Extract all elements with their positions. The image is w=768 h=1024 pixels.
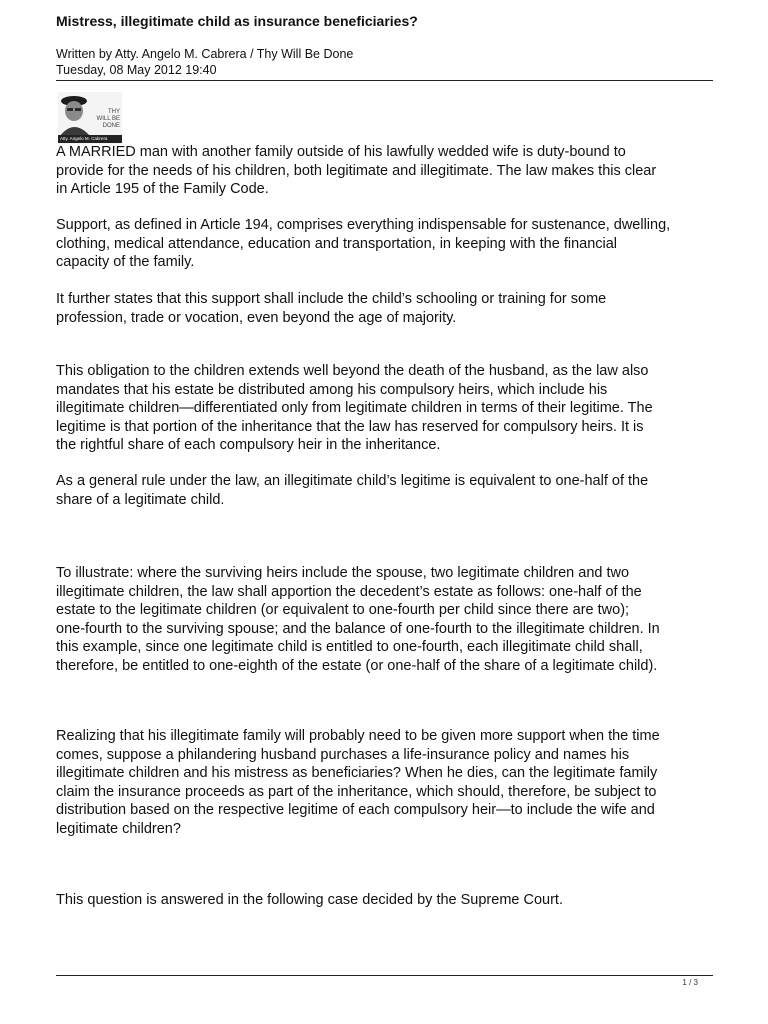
paragraph-2: Support, as defined in Article 194, comprises everything indispensable for sustenance, dwelling, clothing, medical attendance, education and transportation, in keeping with the financial capacity of the family. [56, 217, 671, 270]
logo-line-thy: THY [108, 109, 120, 115]
article-title: Mistress, illegitimate child as insurance beneficiaries? [56, 13, 418, 29]
paragraph-4: This obligation to the children extends well beyond the death of the husband, as the law also mandates that his estate be distributed among his compulsory heirs, which include his illegitimate children—differentiated only from legitimate children in terms of their legitime. The legitime is that portion of the inheritance that the law has reserved for compulsory heirs. It is the rightful share of each compulsory heir in the inheritance. [56, 363, 653, 453]
publish-date: Tuesday, 08 May 2012 19:40 [56, 63, 217, 77]
page-number: 1 / 3 [682, 978, 698, 987]
paragraph-5: As a general rule under the law, an illegitimate child’s legitime is equivalent to one-half of the share of a legitimate child. [56, 473, 649, 508]
footer-divider [56, 975, 713, 976]
author-line: Written by Atty. Angelo M. Cabrera / Thy Will Be Done [56, 47, 354, 61]
paragraph-1: A MARRIED man with another family outside of his lawfully wedded wife is duty-bound to provide for the needs of his children, both legitimate and illegitimate. The law makes this clear in Article 195 of the Family Code. [56, 144, 657, 197]
header-divider [56, 80, 713, 81]
logo-line-will-be: WILL BE [96, 116, 120, 122]
logo-caption: Atty. Angelo M. Cabrera [58, 135, 122, 143]
paragraph-6: To illustrate: where the surviving heirs include the spouse, two legitimate children and two illegitimate children, the law shall apportion the decedent’s estate as follows: one-half of the estate to the legitimate children (or equivalent to one-fourth per child since there are two); one-fourth to the surviving spouse; and the balance of one-fourth to the illegitimate children. In this example, since one legitimate child is entitled to one-fourth, each illegitimate child shall, therefore, be entitled to one-eighth of the estate (or one-half of the share of a legitimate child). [56, 565, 660, 674]
paragraph-7: Realizing that his illegitimate family will probably need to be given more support when the time comes, suppose a philandering husband purchases a life-insurance policy and names his illegitimate children and his mistress as beneficiaries? When he dies, can the legitimate family claim the insurance proceeds as part of the inheritance, which should, therefore, be subject to distribution based on the respective legitime of each compulsory heir—to include the wife and legitimate children? [56, 728, 660, 837]
byline-block [56, 46, 353, 78]
paragraph-3: It further states that this support shall include the child’s schooling or training for some profession, trade or vocation, even beyond the age of majority. [56, 291, 607, 326]
logo-text [88, 109, 120, 130]
logo-line-done: DONE [102, 123, 120, 129]
paragraph-8: This question is answered in the following case decided by the Supreme Court. [56, 892, 563, 908]
